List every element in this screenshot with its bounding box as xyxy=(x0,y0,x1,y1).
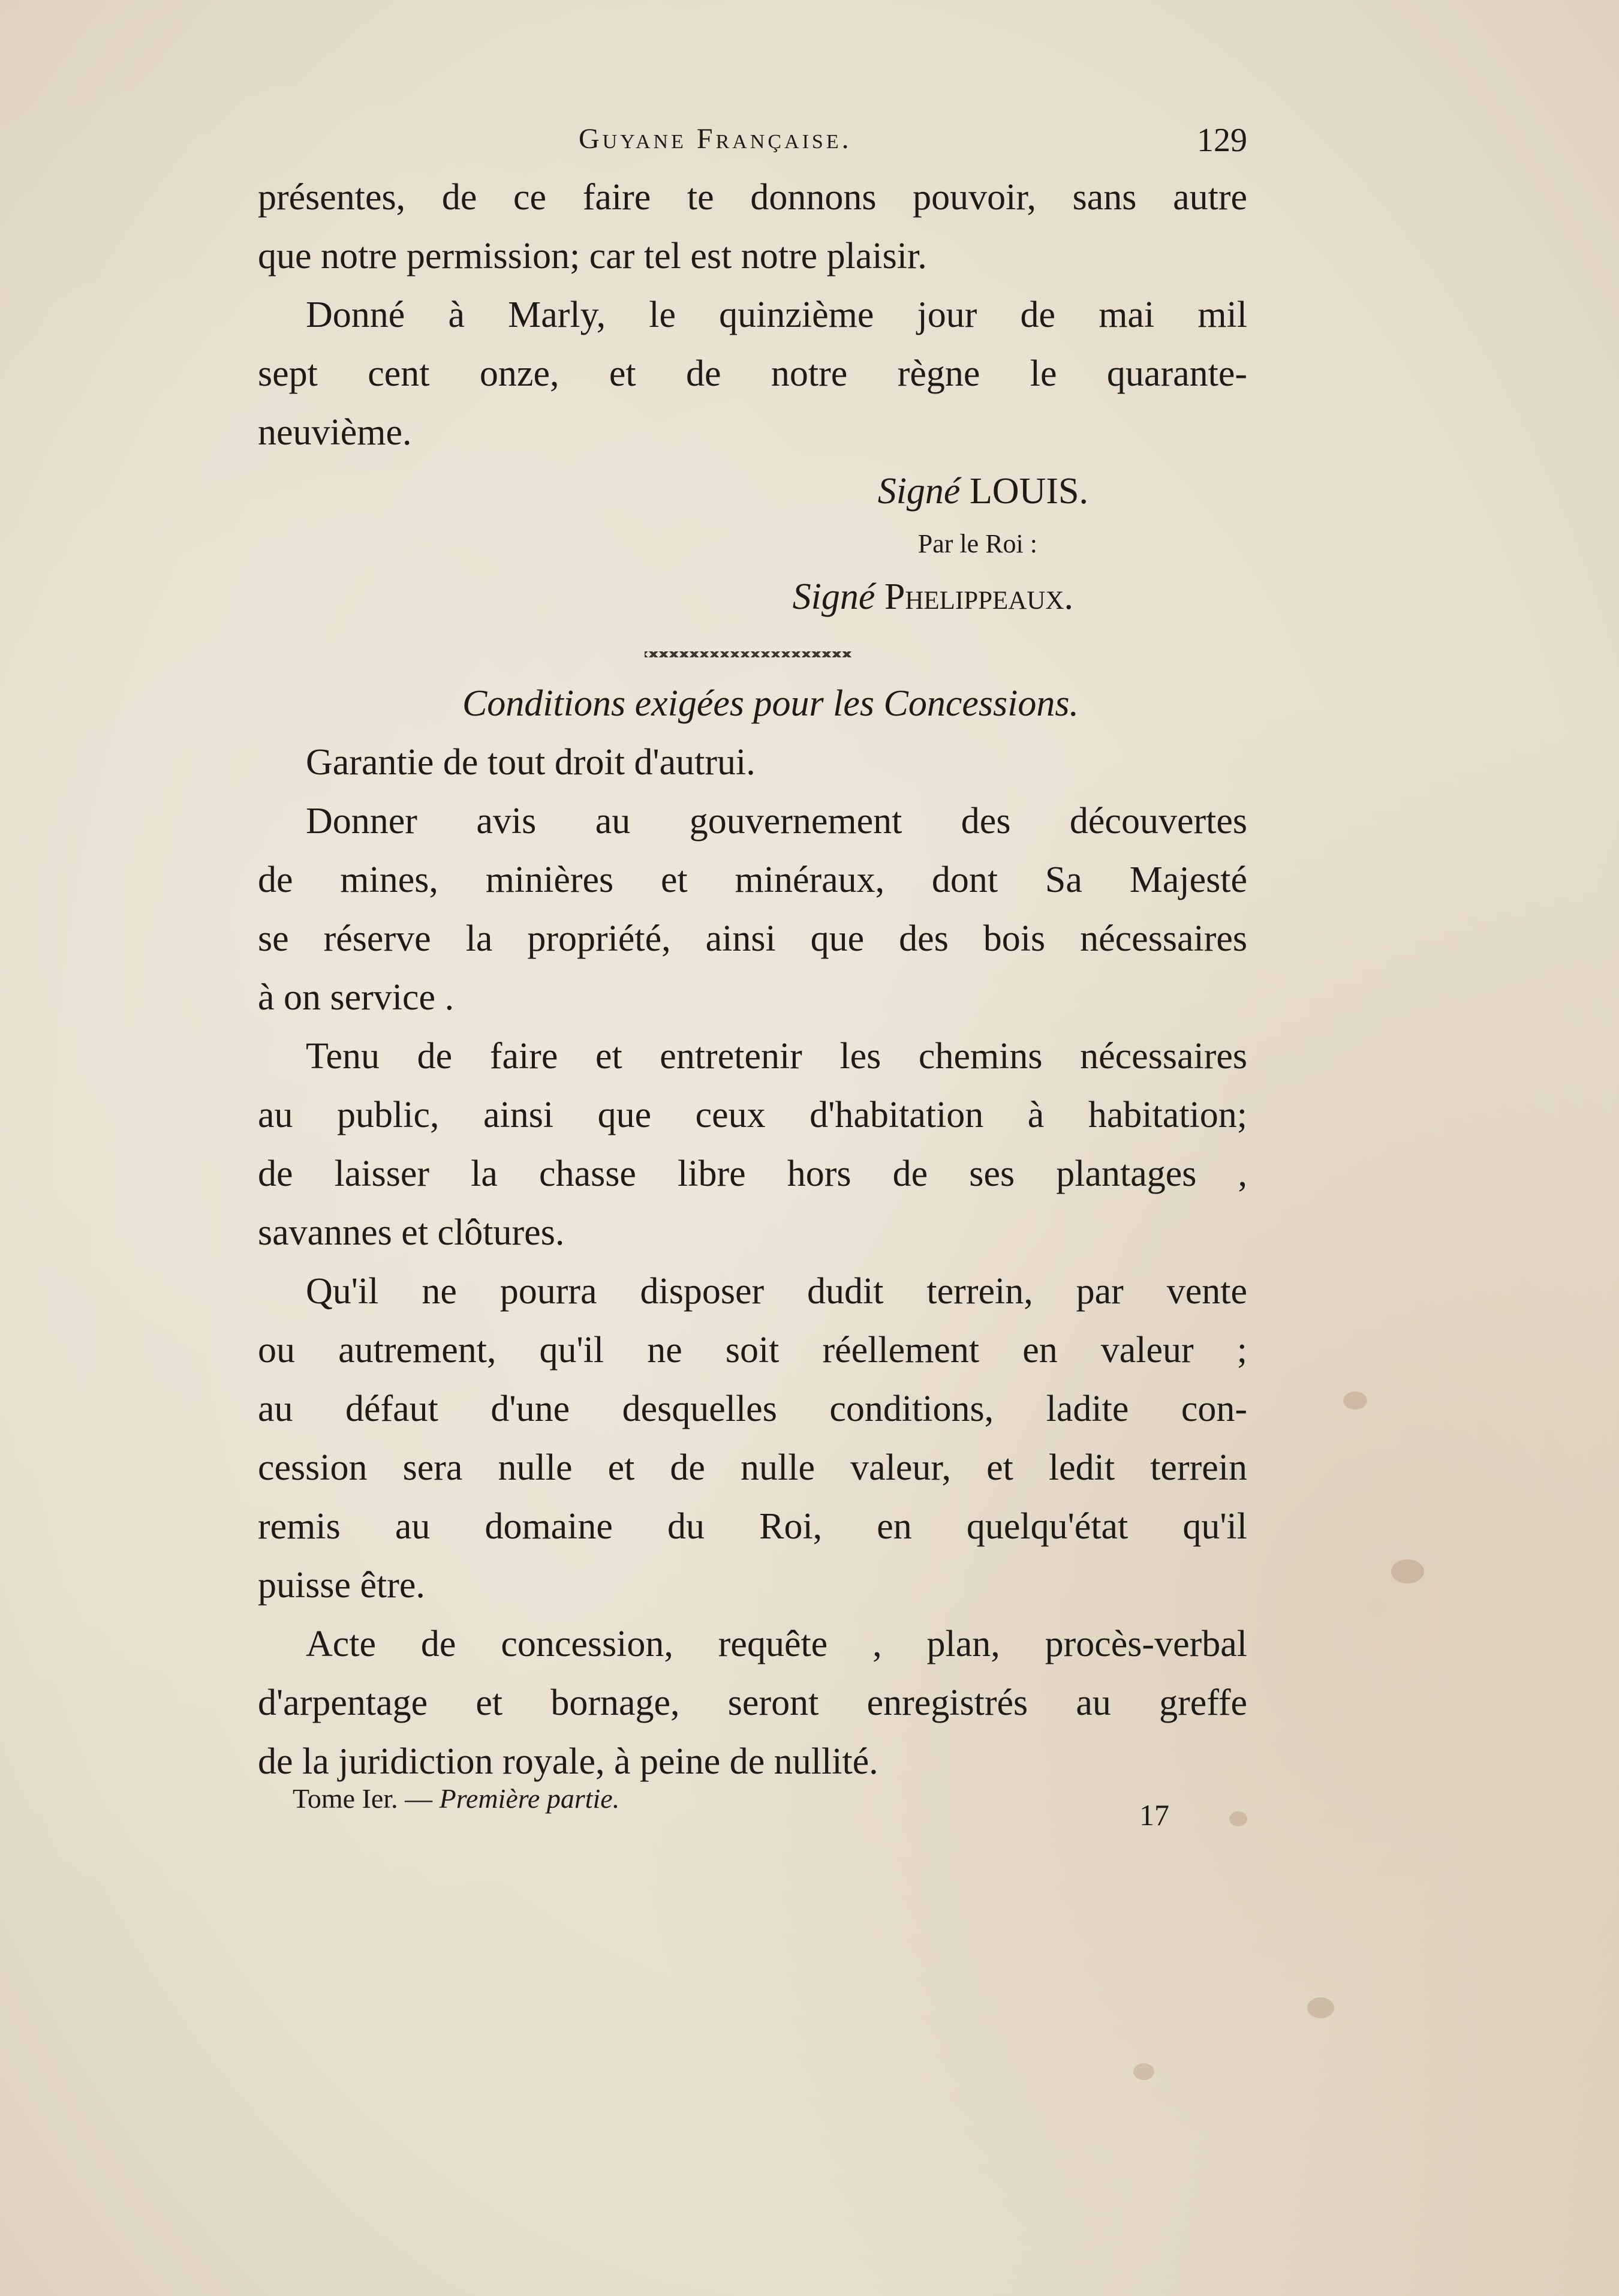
printer-signature-mark: 17 xyxy=(1139,1798,1169,1832)
text-line: à on service . xyxy=(258,977,455,1018)
text-line: d'arpentage et bornage, seront enregistrés au greffe xyxy=(258,1682,1247,1723)
signer-name: LOUIS. xyxy=(969,471,1088,512)
text-line: Donner avis au gouvernement des découvertes xyxy=(306,801,1247,842)
text-line: ou autrement, qu'il ne soit réellement en valeur ; xyxy=(258,1330,1247,1371)
text-line: présentes, de ce faire te donnons pouvoir, sans autre xyxy=(258,177,1247,218)
running-title: Guyane Française. xyxy=(579,123,852,155)
foxing-stain xyxy=(1307,1997,1334,2018)
text-line: au public, ainsi que ceux d'habitation à habitation; xyxy=(258,1095,1247,1135)
ornament-line xyxy=(645,651,851,657)
signer-name: Phelippeaux. xyxy=(884,576,1073,617)
signed-label: Signé xyxy=(877,471,961,512)
foxing-stain xyxy=(1391,1559,1424,1583)
tome-label: Tome Ier. — xyxy=(293,1783,433,1814)
page-header xyxy=(258,122,1247,164)
section-title: Conditions exigées pour les Concessions. xyxy=(462,683,1079,724)
text-line: neuvième. xyxy=(258,412,412,453)
signature-phelippeaux xyxy=(258,567,1247,626)
foxing-stain xyxy=(1343,1392,1367,1410)
text-line: puisse être. xyxy=(258,1565,425,1606)
text-line: se réserve la propriété, ainsi que des bois nécessaires xyxy=(258,918,1247,959)
volume-note xyxy=(293,1783,619,1814)
text-line: Acte de concession, requête , plan, procès-verbal xyxy=(306,1624,1247,1664)
page-body xyxy=(258,168,1247,1791)
text-line: Qu'il ne pourra disposer dudit terrein, par vente xyxy=(306,1271,1247,1312)
text-line: de laisser la chasse libre hors de ses plantages , xyxy=(258,1153,1247,1194)
text-line: de la juridiction royale, à peine de nullité. xyxy=(258,1741,878,1782)
par-le-roi: Par le Roi : xyxy=(917,529,1037,558)
text-line: remis au domaine du Roi, en quelqu'état qu'il xyxy=(258,1506,1247,1547)
text-line: Garantie de tout droit d'autrui. xyxy=(306,742,756,783)
signed-label: Signé xyxy=(792,576,875,617)
text-line: Tenu de faire et entretenir les chemins nécessaires xyxy=(306,1036,1247,1077)
foxing-stain xyxy=(1133,2063,1154,2080)
part-label: Première partie. xyxy=(439,1783,620,1814)
text-line: savannes et clôtures. xyxy=(258,1212,565,1253)
text-line: sept cent onze, et de notre règne le quarante- xyxy=(258,353,1247,394)
page-footer xyxy=(293,1783,1192,1831)
text-line: que notre permission; car tel est notre plaisir. xyxy=(258,236,927,277)
decorative-rule xyxy=(258,626,1247,674)
text-line: Donné à Marly, le quinzième jour de mai mil xyxy=(306,294,1247,335)
text-line: cession sera nulle et de nulle valeur, et ledit terrein xyxy=(258,1447,1247,1488)
page-number: 129 xyxy=(1197,122,1247,159)
foxing-stain xyxy=(1229,1811,1247,1826)
text-line: de mines, minières et minéraux, dont Sa Majesté xyxy=(258,860,1247,900)
text-line: au défaut d'une desquelles conditions, ladite con- xyxy=(258,1389,1247,1429)
signature-louis xyxy=(258,462,1247,521)
